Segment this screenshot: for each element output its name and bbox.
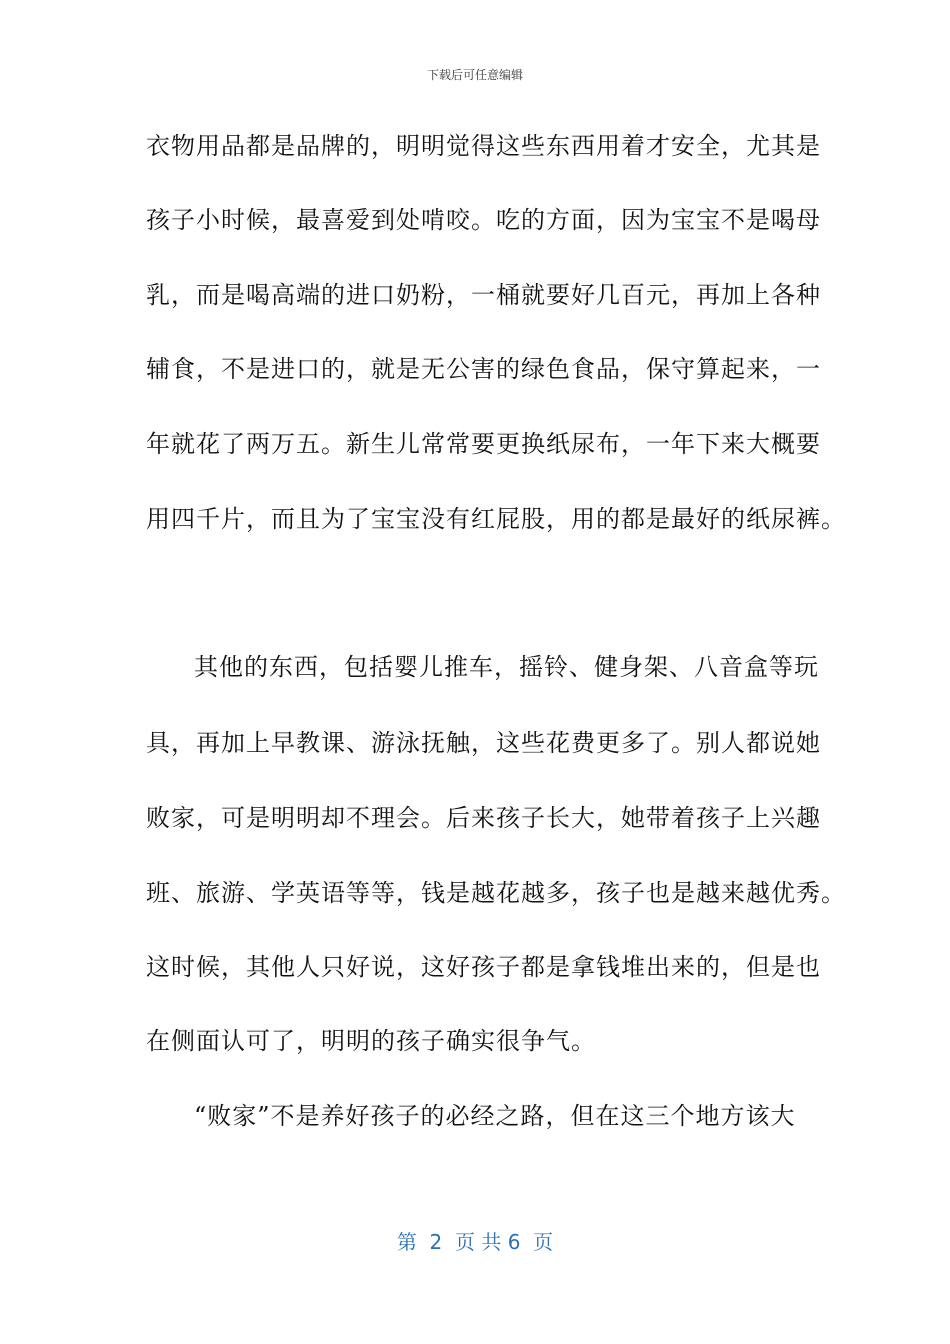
page-header-note: 下载后可任意编辑 — [426, 68, 523, 82]
paragraph-line: 衣物用品都是品牌的，明明觉得这些东西用着才安全，尤其是 — [146, 132, 821, 160]
paragraph-line: 具，再加上早教课、游泳抚触，这些花费更多了。别人都说她 — [146, 729, 821, 757]
paragraph-line: 班、旅游、学英语等等，钱是越花越多，孩子也是越来越优秀。 — [146, 879, 846, 907]
paragraph-line: 这时候，其他人只好说，这好孩子都是拿钱堆出来的，但是也 — [146, 953, 821, 981]
paragraph-line: 乳，而是喝高端的进口奶粉，一桶就要好几百元，再加上各种 — [146, 281, 821, 309]
page-number-footer: 第 2 页 共 6 页 — [396, 1230, 554, 1254]
paragraph-line: 年就花了两万五。新生儿常常要更换纸尿布，一年下来大概要 — [146, 430, 821, 458]
paragraph-line: 用四千片，而且为了宝宝没有红屁股，用的都是最好的纸尿裤。 — [146, 505, 846, 533]
paragraph-line-indented: “败家”不是养好孩子的必经之路，但在这三个地方该大 — [194, 1102, 796, 1130]
paragraph-line: 孩子小时候，最喜爱到处啃咬。吃的方面，因为宝宝不是喝母 — [146, 206, 821, 234]
paragraph-line-indented: 其他的东西，包括婴儿推车，摇铃、健身架、八音盒等玩 — [194, 653, 819, 681]
paragraph-line: 辅食，不是进口的，就是无公害的绿色食品，保守算起来，一 — [146, 355, 821, 383]
paragraph-line: 败家，可是明明却不理会。后来孩子长大，她带着孩子上兴趣 — [146, 804, 821, 832]
paragraph-line: 在侧面认可了，明明的孩子确实很争气。 — [146, 1027, 596, 1055]
